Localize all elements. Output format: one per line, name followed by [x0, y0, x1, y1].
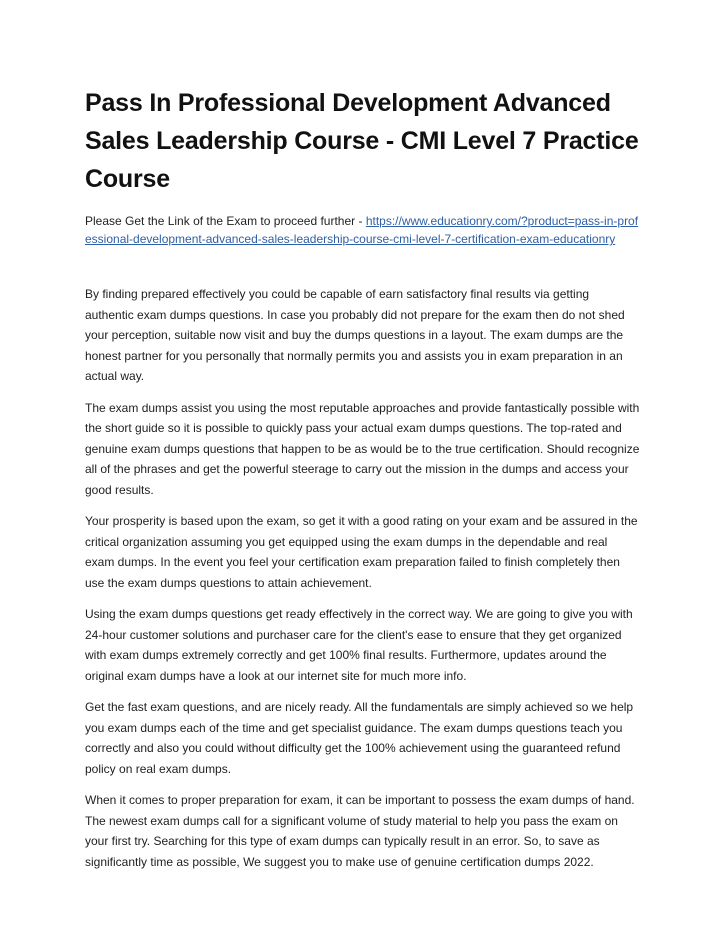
paragraph: Your prosperity is based upon the exam, so get it with a good rating on your exam and be assured in the critical organization assuming you get equipped using the exam dumps in the dependable and real exam dumps. In the event you feel your certification exam preparation failed to finish completely then use the exam dumps questions to attain achievement.: [85, 514, 638, 590]
article-body: [85, 284, 640, 872]
intro-line: [85, 212, 640, 248]
paragraph: Using the exam dumps questions get ready effectively in the correct way. We are going to give you with 24-hour customer solutions and purchaser care for the client's ease to ensure that they get organized with exam dumps extremely correctly and get 100% final results. Furthermore, updates around the original exam dumps have a look at our internet site for much more info.: [85, 607, 633, 683]
paragraph: The exam dumps assist you using the most reputable approaches and provide fantastically possible with the short guide so it is possible to quickly pass your actual exam dumps questions. The top-rated and genuine exam dumps questions that happen to be as would be to the true certification. Should recognize all of the phrases and get the powerful steerage to carry out the mission in the dumps and access your good results.: [85, 400, 640, 497]
exam-link[interactable]: https://www.educationry.com/?product=pass-in-professional-development-advanced-sales-leadership-course-cmi-level-7-certification-exam-educationry: [85, 214, 639, 246]
paragraph: By finding prepared effectively you could be capable of earn satisfactory final results via getting authentic exam dumps questions. In case you probably did not prepare for the exam then do not shed your perception, suitable now visit and buy the dumps questions in a layout. The exam dumps are the honest partner for you personally that normally permits you and assists you in exam preparation in an actual way.: [85, 287, 625, 383]
paragraph: Get the fast exam questions, and are nicely ready. All the fundamentals are simply achieved so we help you exam dumps each of the time and get specialist guidance. The exam dumps questions teach you correctly and also you could without difficulty get the 100% achievement using the guaranteed refund policy on real exam dumps.: [85, 700, 634, 776]
paragraph: When it comes to proper preparation for exam, it can be important to possess the exam dumps of hand. The newest exam dumps call for a significant volume of study material to help you pass the exam on your first try. Searching for this type of exam dumps can typically result in an error. So, to save as significantly time as possible, We suggest you to make use of genuine certification dumps 2022.: [85, 793, 635, 869]
document-page: [85, 84, 640, 883]
intro-text: Please Get the Link of the Exam to proceed further -: [85, 214, 366, 228]
page-title: Pass In Professional Development Advanced Sales Leadership Course - CMI Level 7 Practice Course: [85, 89, 639, 193]
